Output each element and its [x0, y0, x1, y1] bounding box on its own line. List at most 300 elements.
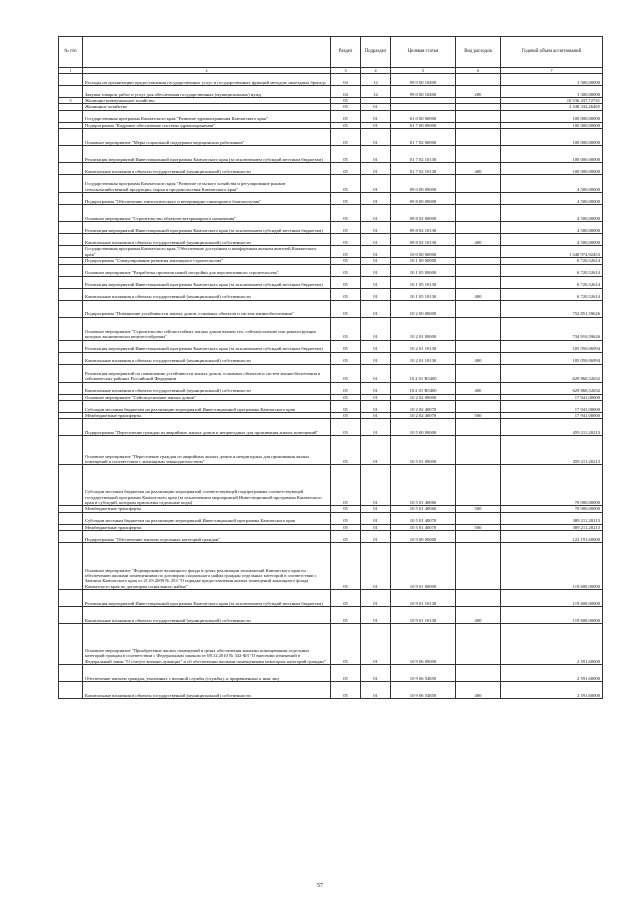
- row-razdel-cell: 05: [331, 104, 361, 110]
- row-amount-cell: 389 211,20213: [501, 524, 603, 530]
- row-razdel-cell: 05: [331, 234, 361, 246]
- row-expense-type-cell: [456, 590, 501, 607]
- row-target-article-cell: 10 5 01 40060: [391, 465, 456, 506]
- row-target-article-cell: 10 5 01 40070: [391, 512, 456, 524]
- row-expense-type-cell: [456, 340, 501, 352]
- row-target-article-cell: 10 2 02 40070: [391, 401, 456, 413]
- row-razdel-cell: 05: [331, 352, 361, 364]
- row-razdel-cell: 05: [331, 300, 361, 317]
- row-razdel-cell: 05: [331, 590, 361, 607]
- table-row: [59, 682, 603, 699]
- row-expense-type-cell: [456, 110, 501, 122]
- row-name-cell: Подпрограмма "Кадровое обеспечение системы здравоохранения": [83, 122, 331, 128]
- row-expense-type-cell: [456, 436, 501, 465]
- row-target-article-cell: 10 9 06 54850: [391, 682, 456, 699]
- row-amount-cell: 389 211,20213: [501, 512, 603, 524]
- row-name-cell: Капитальные вложения в объекты государственной (муниципальной) собственности: [83, 352, 331, 364]
- table-row: [59, 624, 603, 665]
- row-expense-type-cell: 400: [456, 163, 501, 175]
- row-podrazdel-cell: 01: [361, 682, 391, 699]
- row-name-cell: Капитальные вложения в объекты государственной (муниципальной) собственности: [83, 682, 331, 699]
- row-name-cell: Капитальные вложения в объекты государственной (муниципальной) собственности: [83, 288, 331, 300]
- row-podrazdel-cell: 01: [361, 531, 391, 543]
- row-expense-type-cell: [456, 222, 501, 234]
- row-number-cell: [59, 205, 83, 222]
- row-number-cell: [59, 193, 83, 205]
- row-expense-type-cell: [456, 465, 501, 506]
- row-amount-cell: 100 000,00000: [501, 163, 603, 175]
- row-podrazdel-cell: 01: [361, 465, 391, 506]
- row-podrazdel-cell: 01: [361, 607, 391, 624]
- row-podrazdel-cell: 01: [361, 222, 391, 234]
- row-podrazdel-cell: 01: [361, 276, 391, 288]
- row-target-article-cell: 10 5 01 40070: [391, 524, 456, 530]
- row-number-cell: [59, 512, 83, 524]
- row-podrazdel-cell: 01: [361, 524, 391, 530]
- row-razdel-cell: 05: [331, 394, 361, 400]
- row-target-article-cell: 99 0 00 10400: [391, 86, 456, 98]
- row-razdel-cell: 05: [331, 624, 361, 665]
- row-podrazdel-cell: 01: [361, 419, 391, 436]
- row-expense-type-cell: [456, 401, 501, 413]
- row-razdel-cell: 05: [331, 110, 361, 122]
- table-row: [59, 401, 603, 413]
- row-expense-type-cell: 400: [456, 682, 501, 699]
- row-target-article-cell: 09 8 00 00000: [391, 193, 456, 205]
- row-name-cell: Капитальные вложения в объекты государственной (муниципальной) собственности: [83, 607, 331, 624]
- row-podrazdel-cell: 12: [361, 74, 391, 86]
- row-expense-type-cell: 400: [456, 352, 501, 364]
- table-row: [59, 607, 603, 624]
- row-razdel-cell: 05: [331, 163, 361, 175]
- table-row: [59, 382, 603, 394]
- column-number: 4: [361, 68, 391, 74]
- row-target-article-cell: 09 8 02 10130: [391, 222, 456, 234]
- row-amount-cell: 17 941,00000: [501, 401, 603, 413]
- row-name-cell: Капитальные вложения в объекты государственной (муниципальной) собственности: [83, 382, 331, 394]
- row-target-article-cell: 10 2 01 R5400: [391, 382, 456, 394]
- table-row: [59, 300, 603, 317]
- row-amount-cell: 105 050,06994: [501, 352, 603, 364]
- row-razdel-cell: 05: [331, 419, 361, 436]
- row-expense-type-cell: [456, 300, 501, 317]
- row-amount-cell: 17 941,00000: [501, 394, 603, 400]
- row-amount-cell: 4 500,00000: [501, 234, 603, 246]
- table-row: [59, 74, 603, 86]
- row-expense-type-cell: 400: [456, 234, 501, 246]
- row-number-cell: [59, 74, 83, 86]
- row-number-cell: [59, 352, 83, 364]
- row-target-article-cell: 10 9 06 54850: [391, 665, 456, 682]
- row-podrazdel-cell: 01: [361, 163, 391, 175]
- table-row: [59, 317, 603, 340]
- row-name-cell: Подпрограмма "Обеспечение эпизоотического и ветеринарно-санитарного благополучия": [83, 193, 331, 205]
- table-row: [59, 146, 603, 163]
- row-razdel-cell: 05: [331, 193, 361, 205]
- row-razdel-cell: 05: [331, 607, 361, 624]
- table-row: [59, 352, 603, 364]
- row-name-cell: Реализация мероприятий Инвестиционной программы Камчатского края (за исключением субсидий местным бюджетам): [83, 340, 331, 352]
- row-name-cell: Государственная программа Камчатского края "Обеспечение доступным и комфортным жильем жителей Камчатского края": [83, 246, 331, 258]
- row-number-cell: [59, 222, 83, 234]
- row-name-cell: Основное мероприятие "Переселение граждан из аварийных жилых домов и непригодных для проживания жилых помещений в соответствии с жилищным законодательством": [83, 436, 331, 465]
- row-target-article-cell: 10 1 05 00000: [391, 264, 456, 276]
- row-amount-cell: 100 000,00000: [501, 110, 603, 122]
- row-name-cell: Подпрограмма "Переселение граждан из аварийных жилых домов и непригодных для проживания жилых помещений": [83, 419, 331, 436]
- row-name-cell: Жилищное хозяйство: [83, 104, 331, 110]
- row-podrazdel-cell: 01: [361, 129, 391, 146]
- header-podrazdel: Подраздел: [361, 37, 391, 68]
- row-target-article-cell: 01 7 02 10130: [391, 146, 456, 163]
- row-target-article-cell: 10 2 01 00000: [391, 317, 456, 340]
- row-number-cell: [59, 276, 83, 288]
- row-amount-cell: 734 910,59626: [501, 317, 603, 340]
- table-header: [59, 37, 603, 74]
- row-podrazdel-cell: 01: [361, 146, 391, 163]
- row-name-cell: Основное мероприятие "Сейсмоусиление жилых домов": [83, 394, 331, 400]
- row-number-cell: [59, 531, 83, 543]
- row-razdel-cell: 05: [331, 175, 361, 193]
- row-razdel-cell: 05: [331, 543, 361, 590]
- row-podrazdel-cell: 01: [361, 340, 391, 352]
- column-number: 2: [83, 68, 331, 74]
- row-amount-cell: 629 860,52632: [501, 364, 603, 382]
- row-razdel-cell: 05: [331, 264, 361, 276]
- table-row: [59, 129, 603, 146]
- row-podrazdel-cell: 12: [361, 86, 391, 98]
- row-expense-type-cell: [456, 624, 501, 665]
- row-amount-cell: 752 851,59626: [501, 300, 603, 317]
- row-target-article-cell: 10 2 02 40070: [391, 413, 456, 419]
- header-razdel: Раздел: [331, 37, 361, 68]
- row-expense-type-cell: [456, 317, 501, 340]
- row-razdel-cell: 05: [331, 340, 361, 352]
- row-podrazdel-cell: 01: [361, 110, 391, 122]
- row-name-cell: Государственная программа Камчатского края "Развитие здравоохранения Камчатского края": [83, 110, 331, 122]
- row-target-article-cell: 01 7 00 00000: [391, 122, 456, 128]
- row-expense-type-cell: [456, 146, 501, 163]
- row-expense-type-cell: [456, 512, 501, 524]
- row-number-cell: [59, 86, 83, 98]
- table-row: [59, 436, 603, 465]
- row-expense-type-cell: [456, 193, 501, 205]
- row-podrazdel-cell: 01: [361, 413, 391, 419]
- row-target-article-cell: 10 1 05 10130: [391, 288, 456, 300]
- header-expense-type: Вид расходов: [456, 37, 501, 68]
- row-name-cell: Основное мероприятие "Приобретение жилых помещений в целях обеспечения жилыми помещениями отдельных категорий граждан в соответствии с Федеральным законом от 08.12.2010 № 342-ФЗ "О внесении изменений в Федеральный закон "О статусе военнослужащих" и об обеспечении жилыми помещениями некоторых категорий граждан": [83, 624, 331, 665]
- row-name-cell: Реализация мероприятий Инвестиционной программы Камчатского края (за исключением субсидий местным бюджетам): [83, 590, 331, 607]
- row-name-cell: Реализация мероприятий Инвестиционной программы Камчатского края (за исключением субсидий местным бюджетам): [83, 276, 331, 288]
- row-razdel-cell: 05: [331, 98, 361, 104]
- row-number-cell: 5: [59, 98, 83, 104]
- row-name-cell: Основное мероприятие "Формирование жилищного фонда в целях реализации полномочий Камчатского края по обеспечению жилыми помещениями по договорам социального найма граждан отдельных категорий в соответствии с Законом Камчатского края от 21.03.2009 № 253 "О порядке предоставления жилых помещений жилищного фонда Камчатского края по договорам социального найма": [83, 543, 331, 590]
- row-podrazdel-cell: 01: [361, 317, 391, 340]
- row-amount-cell: 6 720,52614: [501, 288, 603, 300]
- row-razdel-cell: 05: [331, 288, 361, 300]
- row-name-cell: Основное мероприятие "Строительство объектов ветеринарного назначения": [83, 205, 331, 222]
- row-target-article-cell: 09 8 02 00000: [391, 205, 456, 222]
- row-target-article-cell: 09 0 00 00000: [391, 175, 456, 193]
- row-target-article-cell: 99 0 00 10400: [391, 74, 456, 86]
- table-row: [59, 175, 603, 193]
- row-razdel-cell: 05: [331, 205, 361, 222]
- row-name-cell: Расходы на организацию предоставления государственных услуг и государственных функций методом «выездных бригад»: [83, 74, 331, 86]
- row-number-cell: [59, 607, 83, 624]
- row-amount-cell: 1 300,00000: [501, 74, 603, 86]
- row-razdel-cell: 05: [331, 246, 361, 258]
- row-name-cell: Реализация мероприятий по повышению устойчивости жилых домов, основных объектов и систем жизнеобеспечения в сейсмических районах Российской Федерации: [83, 364, 331, 382]
- table-row: [59, 86, 603, 98]
- row-expense-type-cell: 500: [456, 413, 501, 419]
- row-name-cell: Реализация мероприятий Инвестиционной программы Камчатского края (за исключением субсидий местным бюджетам): [83, 146, 331, 163]
- row-razdel-cell: 05: [331, 436, 361, 465]
- row-razdel-cell: 05: [331, 512, 361, 524]
- row-expense-type-cell: [456, 129, 501, 146]
- row-amount-cell: 1 300,00000: [501, 86, 603, 98]
- row-number-cell: [59, 465, 83, 506]
- row-amount-cell: 4 500,00000: [501, 175, 603, 193]
- row-target-article-cell: 10 9 06 00000: [391, 624, 456, 665]
- page-number: 57: [317, 883, 323, 889]
- table-row: [59, 193, 603, 205]
- row-amount-cell: 119 600,00000: [501, 607, 603, 624]
- row-podrazdel-cell: 01: [361, 624, 391, 665]
- row-podrazdel-cell: 01: [361, 288, 391, 300]
- row-target-article-cell: 01 0 00 00000: [391, 110, 456, 122]
- row-podrazdel-cell: 01: [361, 300, 391, 317]
- row-target-article-cell: 10 2 00 00000: [391, 300, 456, 317]
- row-expense-type-cell: 400: [456, 288, 501, 300]
- table-row: [59, 163, 603, 175]
- row-number-cell: [59, 234, 83, 246]
- row-razdel-cell: 05: [331, 665, 361, 682]
- table-body: [59, 74, 603, 699]
- row-expense-type-cell: 500: [456, 524, 501, 530]
- row-name-cell: Подпрограмма "Обеспечение жильем отдельных категорий граждан": [83, 531, 331, 543]
- table-row: [59, 543, 603, 590]
- row-razdel-cell: 05: [331, 364, 361, 382]
- row-amount-cell: 459 211,20213: [501, 436, 603, 465]
- row-number-cell: [59, 624, 83, 665]
- row-target-article-cell: 10 2 01 10130: [391, 352, 456, 364]
- row-expense-type-cell: [456, 264, 501, 276]
- header-annual-amount: Годовой объем ассигнований: [501, 37, 603, 68]
- row-razdel-cell: 05: [331, 465, 361, 506]
- row-amount-cell: 122 191,60000: [501, 531, 603, 543]
- row-podrazdel-cell: 01: [361, 258, 391, 264]
- row-target-article-cell: 10 2 01 10130: [391, 340, 456, 352]
- row-number-cell: [59, 340, 83, 352]
- row-amount-cell: 70 000,00000: [501, 506, 603, 512]
- row-target-article-cell: 01 7 02 10130: [391, 163, 456, 175]
- row-expense-type-cell: [456, 205, 501, 222]
- row-podrazdel-cell: 01: [361, 506, 391, 512]
- table-row: [59, 264, 603, 276]
- row-name-cell: Основное мероприятие "Меры социальной поддержки медицинских работников": [83, 129, 331, 146]
- row-number-cell: [59, 665, 83, 682]
- row-target-article-cell: 10 5 01 00000: [391, 436, 456, 465]
- table-row: [59, 364, 603, 382]
- table-row: [59, 246, 603, 258]
- column-number: 1: [59, 68, 83, 74]
- row-amount-cell: 2 348 332,26465: [501, 104, 603, 110]
- table-row: [59, 531, 603, 543]
- row-amount-cell: 6 720,52614: [501, 258, 603, 264]
- row-name-cell: Капитальные вложения в объекты государственной (муниципальной) собственности: [83, 163, 331, 175]
- row-amount-cell: 6 720,52614: [501, 276, 603, 288]
- row-number-cell: [59, 382, 83, 394]
- row-name-cell: Основное мероприятие "Строительство сейсмостойких жилых домов взамен тех, сейсмоусиление или реконструкция которых экономически нецелесообразны": [83, 317, 331, 340]
- row-number-cell: [59, 110, 83, 122]
- row-target-article-cell: 01 7 02 00000: [391, 129, 456, 146]
- row-number-cell: [59, 364, 83, 382]
- row-expense-type-cell: [456, 364, 501, 382]
- row-target-article-cell: 10 9 01 00000: [391, 543, 456, 590]
- table-row: [59, 465, 603, 506]
- row-amount-cell: 100 000,00000: [501, 122, 603, 128]
- row-podrazdel-cell: 01: [361, 264, 391, 276]
- row-razdel-cell: 05: [331, 122, 361, 128]
- row-podrazdel-cell: 01: [361, 352, 391, 364]
- column-number: 5: [391, 68, 456, 74]
- row-target-article-cell: 10 2 01 R5400: [391, 364, 456, 382]
- row-razdel-cell: 05: [331, 682, 361, 699]
- table-row: [59, 276, 603, 288]
- row-name-cell: Обеспечение жильем граждан, уволенных с военной службы (службы), и приравненных к ним лиц: [83, 665, 331, 682]
- column-number: 6: [456, 68, 501, 74]
- row-name-cell: Капитальные вложения в объекты государственной (муниципальной) собственности: [83, 234, 331, 246]
- table-row: [59, 205, 603, 222]
- row-expense-type-cell: [456, 665, 501, 682]
- row-expense-type-cell: 500: [456, 506, 501, 512]
- header-target-article: Целевая статья: [391, 37, 456, 68]
- row-podrazdel-cell: 01: [361, 364, 391, 382]
- table-row: [59, 419, 603, 436]
- table-row: [59, 340, 603, 352]
- table-row: [59, 234, 603, 246]
- row-number-cell: [59, 590, 83, 607]
- row-name-cell: Государственная программа Камчатского края "Развитие сельского хозяйства и регулирование рынков сельскохозяйственной продукции, сырья и продовольствия Камчатского края": [83, 175, 331, 193]
- row-amount-cell: 100 000,00000: [501, 146, 603, 163]
- row-target-article-cell: 10 5 01 40060: [391, 506, 456, 512]
- row-name-cell: Реализация мероприятий Инвестиционной программы Камчатского края (за исключением субсидий местным бюджетам): [83, 222, 331, 234]
- row-number-cell: [59, 288, 83, 300]
- row-number-cell: [59, 682, 83, 699]
- row-number-cell: [59, 401, 83, 413]
- column-number: 3: [331, 68, 361, 74]
- row-expense-type-cell: [456, 74, 501, 86]
- row-razdel-cell: 04: [331, 86, 361, 98]
- row-amount-cell: 119 600,00000: [501, 590, 603, 607]
- budget-table: [58, 36, 603, 699]
- row-razdel-cell: 05: [331, 146, 361, 163]
- row-number-cell: [59, 436, 83, 465]
- row-expense-type-cell: 400: [456, 382, 501, 394]
- row-amount-cell: 17 941,00000: [501, 413, 603, 419]
- row-amount-cell: 2 591,60000: [501, 665, 603, 682]
- row-amount-cell: 100 000,00000: [501, 129, 603, 146]
- row-target-article-cell: 10 9 01 10130: [391, 590, 456, 607]
- row-razdel-cell: 05: [331, 276, 361, 288]
- row-amount-cell: 4 500,00000: [501, 193, 603, 205]
- row-expense-type-cell: [456, 276, 501, 288]
- row-name-cell: Субсидии местным бюджетам на реализацию мероприятий Инвестиционной программы Камчатского края: [83, 512, 331, 524]
- row-podrazdel-cell: 01: [361, 512, 391, 524]
- row-expense-type-cell: [456, 531, 501, 543]
- row-number-cell: [59, 264, 83, 276]
- row-podrazdel-cell: 01: [361, 246, 391, 258]
- row-amount-cell: 10 536 437,72741: [501, 98, 603, 104]
- row-podrazdel-cell: 01: [361, 205, 391, 222]
- row-number-cell: [59, 163, 83, 175]
- row-number-cell: [59, 317, 83, 340]
- row-target-article-cell: 10 1 05 10130: [391, 276, 456, 288]
- row-podrazdel-cell: 01: [361, 104, 391, 110]
- row-expense-type-cell: [456, 543, 501, 590]
- row-target-article-cell: 10 5 00 00000: [391, 419, 456, 436]
- row-name-cell: Подпрограмма "Стимулирование развития жилищного строительства": [83, 258, 331, 264]
- row-razdel-cell: 05: [331, 258, 361, 264]
- row-number-cell: [59, 175, 83, 193]
- row-name-cell: Основное мероприятие "Разработка проектов новой застройки для перспективного строительства": [83, 264, 331, 276]
- row-expense-type-cell: 400: [456, 607, 501, 624]
- row-target-article-cell: 10 9 01 10130: [391, 607, 456, 624]
- table-row: [59, 590, 603, 607]
- table-row: [59, 665, 603, 682]
- row-amount-cell: 4 500,00000: [501, 222, 603, 234]
- row-amount-cell: 2 591,60000: [501, 624, 603, 665]
- row-podrazdel-cell: 01: [361, 590, 391, 607]
- row-name-cell: Субсидии местным бюджетам на реализацию мероприятий Инвестиционной программы Камчатского края: [83, 401, 331, 413]
- row-amount-cell: 629 860,52632: [501, 382, 603, 394]
- row-amount-cell: 105 050,06994: [501, 340, 603, 352]
- row-expense-type-cell: 200: [456, 86, 501, 98]
- row-podrazdel-cell: 01: [361, 543, 391, 590]
- row-name-cell: Закупка товаров, работ и услуг для обеспечения государственных (муниципальных) нужд: [83, 86, 331, 98]
- table-row: [59, 222, 603, 234]
- row-podrazdel-cell: 01: [361, 122, 391, 128]
- row-podrazdel-cell: 01: [361, 394, 391, 400]
- row-razdel-cell: 05: [331, 413, 361, 419]
- row-razdel-cell: 05: [331, 401, 361, 413]
- row-number-cell: [59, 300, 83, 317]
- row-target-article-cell: 10 2 02 00000: [391, 394, 456, 400]
- row-podrazdel-cell: 01: [361, 665, 391, 682]
- row-amount-cell: 4 500,00000: [501, 205, 603, 222]
- row-amount-cell: 119 600,00000: [501, 543, 603, 590]
- table-row: [59, 110, 603, 122]
- row-amount-cell: 2 591,60000: [501, 682, 603, 699]
- row-razdel-cell: 05: [331, 317, 361, 340]
- row-target-article-cell: 10 0 00 00000: [391, 246, 456, 258]
- row-razdel-cell: 05: [331, 222, 361, 234]
- row-podrazdel-cell: 01: [361, 193, 391, 205]
- row-number-cell: [59, 146, 83, 163]
- row-podrazdel-cell: 01: [361, 382, 391, 394]
- column-number: 7: [501, 68, 603, 74]
- row-razdel-cell: 05: [331, 129, 361, 146]
- row-amount-cell: 459 211,20213: [501, 419, 603, 436]
- row-amount-cell: 6 720,52614: [501, 264, 603, 276]
- row-podrazdel-cell: 01: [361, 401, 391, 413]
- row-podrazdel-cell: 01: [361, 234, 391, 246]
- row-expense-type-cell: [456, 419, 501, 436]
- row-razdel-cell: 05: [331, 382, 361, 394]
- row-name-cell: Субсидии местным бюджетам на реализацию мероприятий соответствующей подпрограммы соответствующей государственной программы Камчатского края (за исключением мероприятий Инвестиционной программы Камчатского края и субсидий, которым присвоены отдельные коды): [83, 465, 331, 506]
- row-podrazdel-cell: 01: [361, 175, 391, 193]
- row-amount-cell: 1 340 974,92453: [501, 246, 603, 258]
- row-name-cell: Подпрограмма "Повышение устойчивости жилых домов, основных объектов и систем жизнеобеспечения": [83, 300, 331, 317]
